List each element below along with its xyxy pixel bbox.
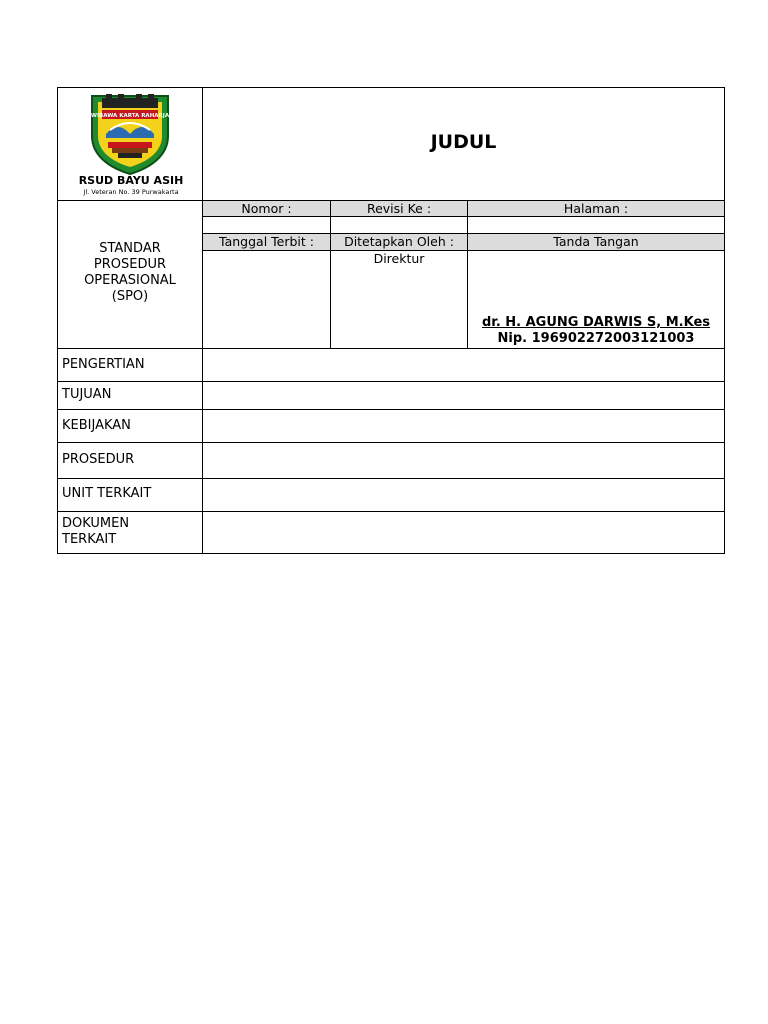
document-title: JUDUL: [430, 131, 497, 153]
meta-divider-1: [330, 201, 331, 348]
section-label-unit-terkait: UNIT TERKAIT: [62, 486, 152, 501]
section-value-dokumen-terkait[interactable]: [203, 512, 724, 553]
tanda-tangan-label: Tanda Tangan: [553, 234, 639, 249]
tanggal-terbit-label: Tanggal Terbit :: [219, 234, 314, 249]
ditetapkan-oleh-label: Ditetapkan Oleh :: [344, 234, 454, 249]
section-label-tujuan: TUJUAN: [62, 387, 112, 402]
section-value-prosedur[interactable]: [203, 443, 724, 478]
spo-line-2: PROSEDUR: [93, 257, 167, 272]
revisi-label: Revisi Ke :: [366, 201, 432, 216]
spo-line-3: OPERASIONAL: [84, 273, 176, 288]
spo-line-4: (SPO): [111, 289, 149, 304]
hospital-name: RSUD BAYU ASIH: [78, 174, 184, 187]
section-label-prosedur: PROSEDUR: [62, 452, 135, 467]
direktur-text: Direktur: [373, 251, 425, 266]
section-value-tujuan[interactable]: [203, 382, 724, 409]
section-label-dokumen-terkait-2: TERKAIT: [62, 532, 117, 547]
section-label-kebijakan: KEBIJAKAN: [62, 418, 131, 433]
section-value-kebijakan[interactable]: [203, 410, 724, 442]
section-label-pengertian: PENGERTIAN: [62, 357, 145, 372]
label-row-1-bottom: [203, 216, 724, 217]
hospital-logo: [88, 90, 172, 176]
hospital-address: Jl. Veteran No. 39 Purwakarta: [83, 188, 179, 196]
nomor-label: Nomor :: [241, 201, 292, 216]
section-label-dokumen-terkait-1: DOKUMEN: [62, 516, 130, 531]
logo-ribbon-text: WIBAWA KARTA RAHARJA: [90, 113, 170, 119]
signer-nip: Nip. 196902272003121003: [497, 331, 695, 346]
spo-line-1: STANDAR: [99, 241, 161, 256]
signer-name: dr. H. AGUNG DARWIS S, M.Kes: [481, 315, 711, 330]
section-value-pengertian[interactable]: [203, 349, 724, 381]
section-value-unit-terkait[interactable]: [203, 479, 724, 511]
halaman-label: Halaman :: [563, 201, 629, 216]
